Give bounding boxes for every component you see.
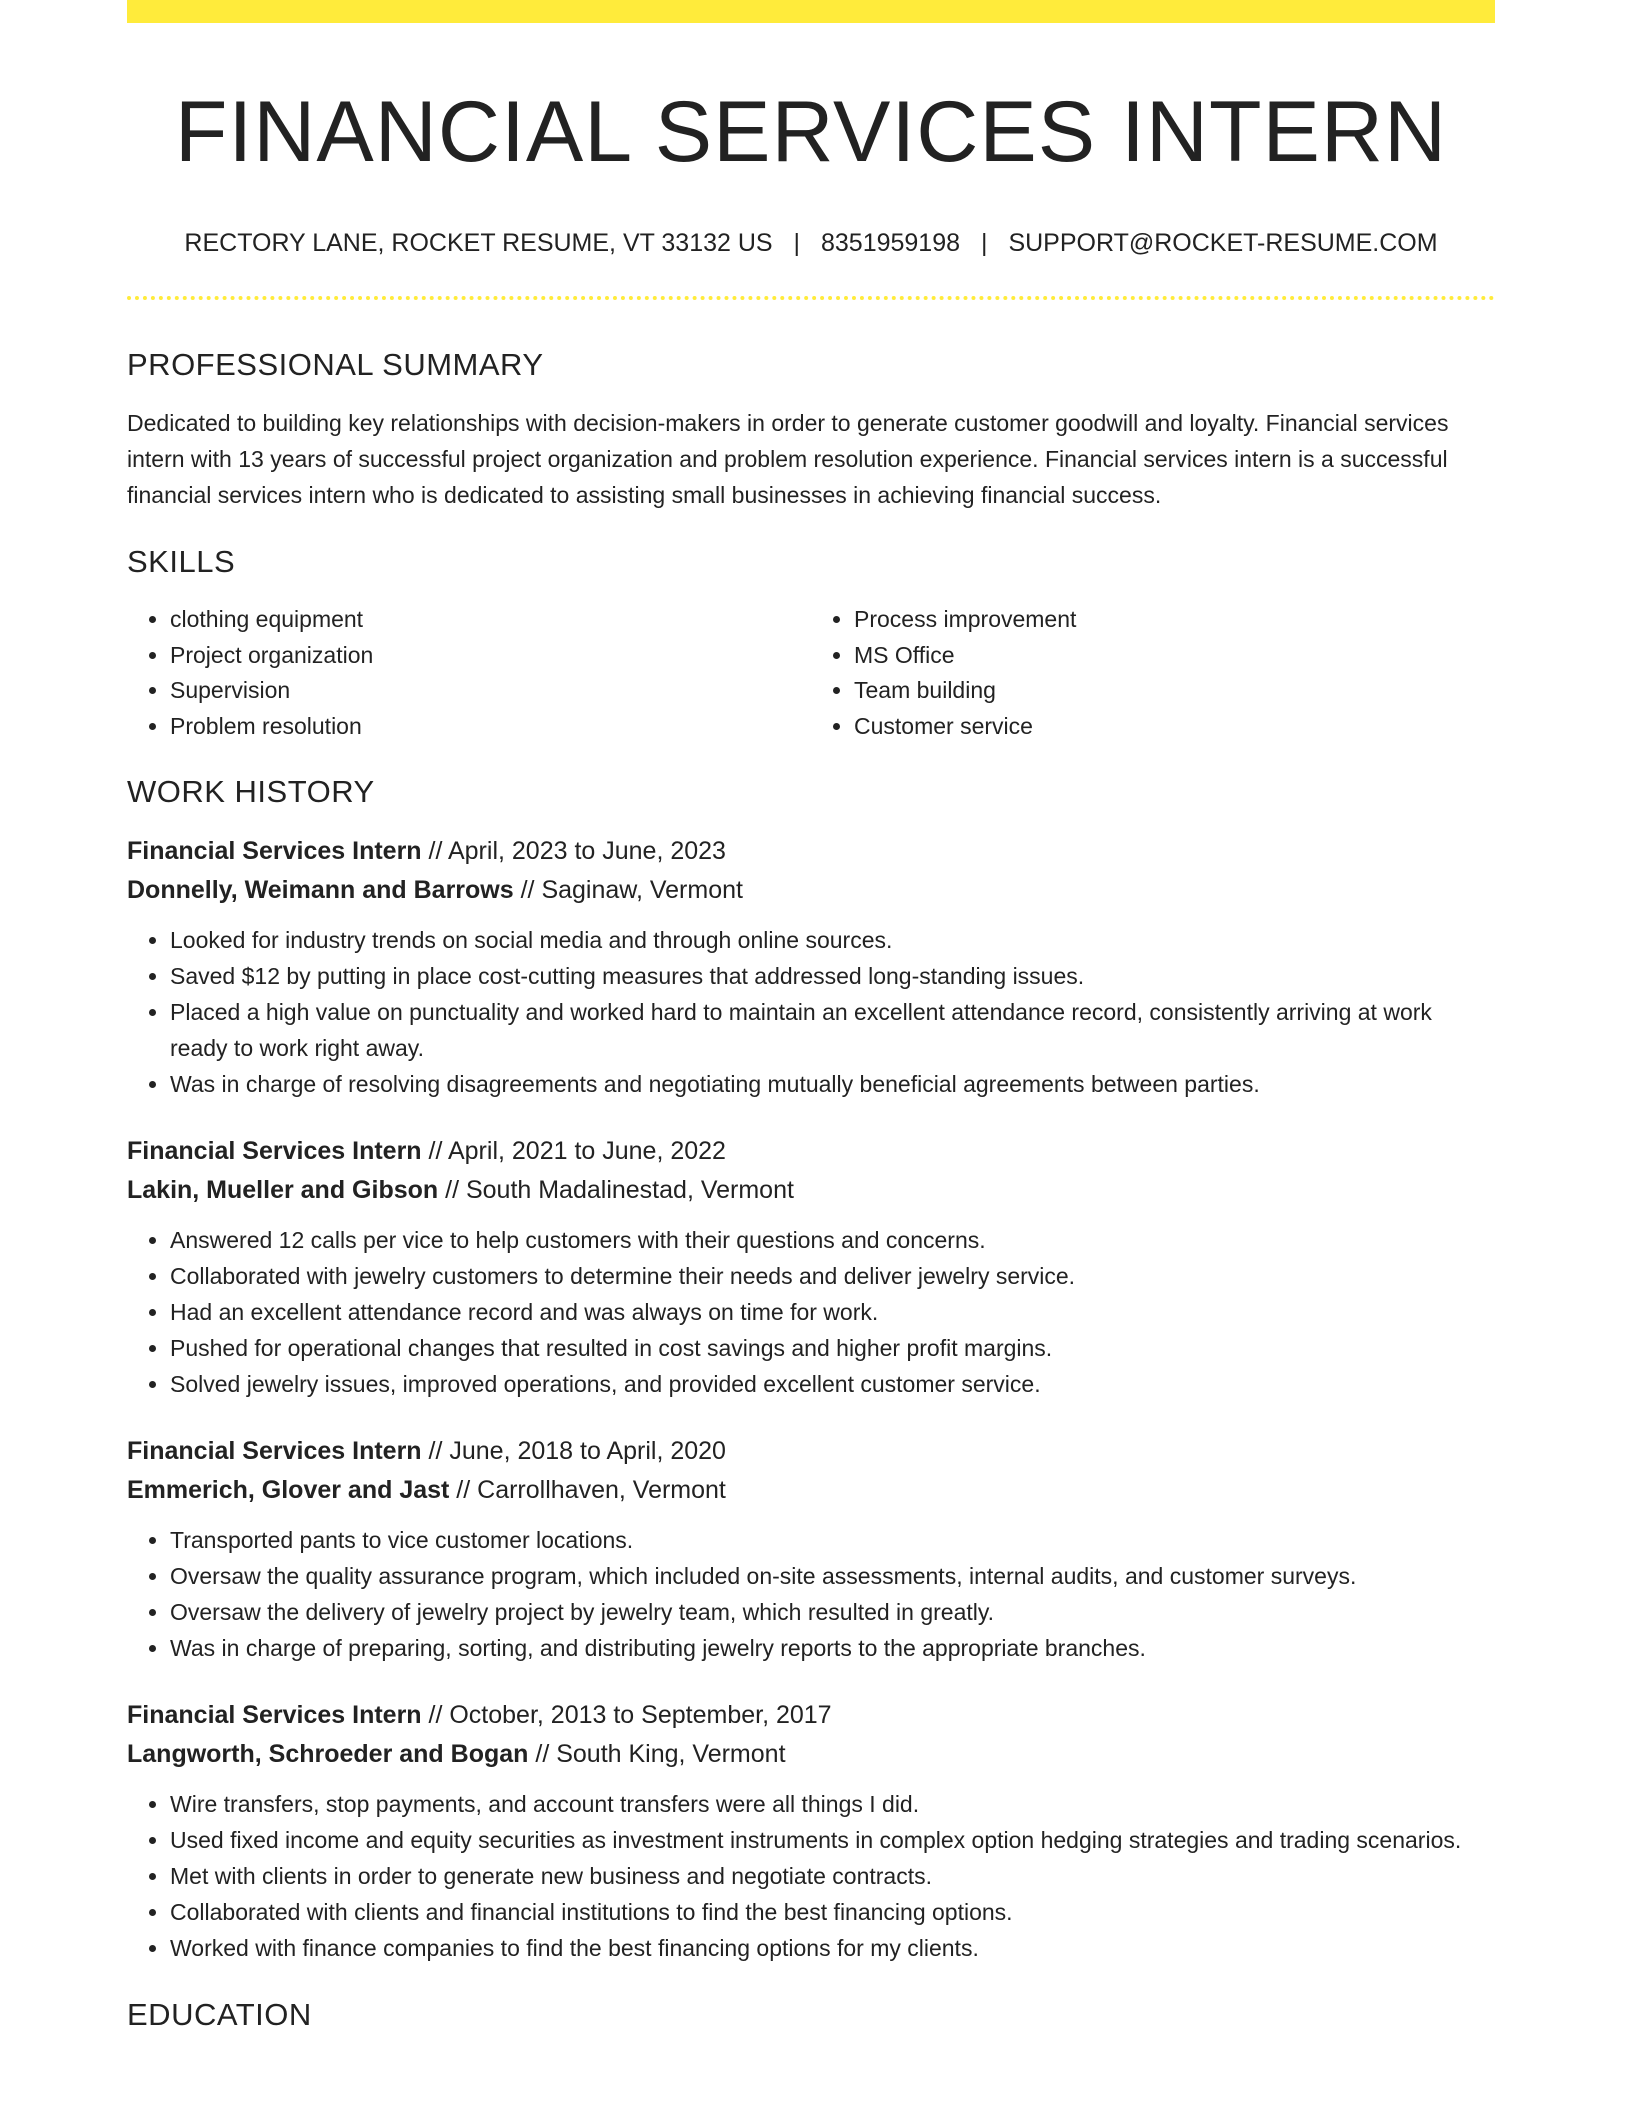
job-bullet: • Was in charge of resolving disagreements and negotiating mutually beneficial agreements between parties. bbox=[170, 1066, 1495, 1102]
job-role: Financial Services Intern bbox=[127, 1700, 422, 1729]
job-bullet: • Collaborated with jewelry customers to determine their needs and deliver jewelry service. bbox=[170, 1258, 1495, 1294]
job-bullet: • Transported pants to vice customer locations. bbox=[170, 1522, 1495, 1558]
contact-separator: | bbox=[980, 228, 988, 257]
job-bullet: • Solved jewelry issues, improved operations, and provided excellent customer service. bbox=[170, 1366, 1495, 1402]
skills-heading: SKILLS bbox=[127, 543, 236, 579]
job-company-line bbox=[127, 1171, 1495, 1210]
job-company-line bbox=[127, 1735, 1495, 1774]
job-title-line bbox=[127, 1432, 1495, 1471]
job-company: Donnelly, Weimann and Barrows bbox=[127, 875, 514, 904]
resume-page bbox=[127, 0, 1495, 2033]
job-bullet: • Had an excellent attendance record and was always on time for work. bbox=[170, 1294, 1495, 1330]
skills-list-right bbox=[811, 602, 1495, 745]
top-accent-bar bbox=[127, 0, 1495, 23]
contact-phone: 8351959198 bbox=[820, 228, 961, 257]
job-role: Financial Services Intern bbox=[127, 1136, 422, 1165]
job-role: Financial Services Intern bbox=[127, 836, 422, 865]
job-title-line bbox=[127, 1696, 1495, 1735]
job-bullet: • Oversaw the delivery of jewelry project by jewelry team, which resulted in greatly. bbox=[170, 1594, 1495, 1630]
skill-item: • Customer service bbox=[854, 709, 1495, 745]
skill-item: • Team building bbox=[854, 673, 1495, 709]
job-title-line bbox=[127, 832, 1495, 871]
job-company-line bbox=[127, 1471, 1495, 1510]
summary-heading: PROFESSIONAL SUMMARY bbox=[127, 346, 544, 382]
job-dates: // April, 2023 to June, 2023 bbox=[421, 836, 726, 865]
contact-line bbox=[127, 228, 1495, 258]
job-entry bbox=[127, 1696, 1495, 1966]
dotted-divider bbox=[127, 296, 1495, 300]
job-location: // South King, Vermont bbox=[528, 1739, 786, 1768]
job-company: Emmerich, Glover and Jast bbox=[127, 1475, 450, 1504]
job-location: // Saginaw, Vermont bbox=[513, 875, 743, 904]
job-location: // South Madalinestad, Vermont bbox=[438, 1175, 794, 1204]
contact-address: RECTORY LANE, ROCKET RESUME, VT 33132 US bbox=[184, 228, 773, 257]
job-bullet: • Looked for industry trends on social media and through online sources. bbox=[170, 922, 1495, 958]
skill-item: • Project organization bbox=[170, 638, 811, 674]
job-dates: // October, 2013 to September, 2017 bbox=[421, 1700, 832, 1729]
skills-grid bbox=[127, 602, 1495, 745]
job-bullets bbox=[127, 922, 1495, 1102]
skill-item: • Problem resolution bbox=[170, 709, 811, 745]
contact-email: SUPPORT@ROCKET-RESUME.COM bbox=[1008, 228, 1438, 257]
job-bullet: • Worked with finance companies to find the best financing options for my clients. bbox=[170, 1930, 1495, 1966]
job-company-line bbox=[127, 871, 1495, 910]
skill-item: • MS Office bbox=[854, 638, 1495, 674]
job-bullet: • Wire transfers, stop payments, and account transfers were all things I did. bbox=[170, 1786, 1495, 1822]
education-heading: EDUCATION bbox=[127, 1996, 312, 2032]
job-bullet: • Oversaw the quality assurance program, which included on-site assessments, internal audits, and customer surveys. bbox=[170, 1558, 1495, 1594]
job-bullet: • Used fixed income and equity securities as investment instruments in complex option hedging strategies and trading scenarios. bbox=[170, 1822, 1495, 1858]
job-dates: // June, 2018 to April, 2020 bbox=[421, 1436, 726, 1465]
job-entry bbox=[127, 1132, 1495, 1402]
job-bullet: • Placed a high value on punctuality and worked hard to maintain an excellent attendance record, consistently arriving at work ready to work right away. bbox=[170, 994, 1495, 1066]
resume-title: FINANCIAL SERVICES INTERN bbox=[174, 84, 1448, 180]
job-bullet: • Met with clients in order to generate new business and negotiate contracts. bbox=[170, 1858, 1495, 1894]
work-history-heading: WORK HISTORY bbox=[127, 773, 375, 809]
job-bullets bbox=[127, 1222, 1495, 1402]
skill-item: • clothing equipment bbox=[170, 602, 811, 638]
skill-item: • Supervision bbox=[170, 673, 811, 709]
job-bullet: • Answered 12 calls per vice to help customers with their questions and concerns. bbox=[170, 1222, 1495, 1258]
job-role: Financial Services Intern bbox=[127, 1436, 422, 1465]
job-bullet: • Was in charge of preparing, sorting, and distributing jewelry reports to the appropriate branches. bbox=[170, 1630, 1495, 1666]
skills-list-left bbox=[127, 602, 811, 745]
skill-item: • Process improvement bbox=[854, 602, 1495, 638]
contact-separator: | bbox=[793, 228, 801, 257]
job-bullet: • Pushed for operational changes that resulted in cost savings and higher profit margins. bbox=[170, 1330, 1495, 1366]
job-company: Lakin, Mueller and Gibson bbox=[127, 1175, 439, 1204]
job-title-line bbox=[127, 1132, 1495, 1171]
job-bullets bbox=[127, 1786, 1495, 1966]
job-bullets bbox=[127, 1522, 1495, 1666]
job-location: // Carrollhaven, Vermont bbox=[449, 1475, 726, 1504]
summary-text: Dedicated to building key relationships with decision-makers in order to generate customer goodwill and loyalty. Financial services intern with 13 years of successful project organization and problem resolution experience. Financial services intern is a successful financial services intern who is dedicated to assisting small businesses in achieving financial success. bbox=[127, 409, 1449, 508]
job-bullet: • Saved $12 by putting in place cost-cutting measures that addressed long-standing issues. bbox=[170, 958, 1495, 994]
job-entry bbox=[127, 1432, 1495, 1666]
job-bullet: • Collaborated with clients and financial institutions to find the best financing options. bbox=[170, 1894, 1495, 1930]
job-entry bbox=[127, 832, 1495, 1102]
job-dates: // April, 2021 to June, 2022 bbox=[421, 1136, 726, 1165]
job-company: Langworth, Schroeder and Bogan bbox=[127, 1739, 529, 1768]
